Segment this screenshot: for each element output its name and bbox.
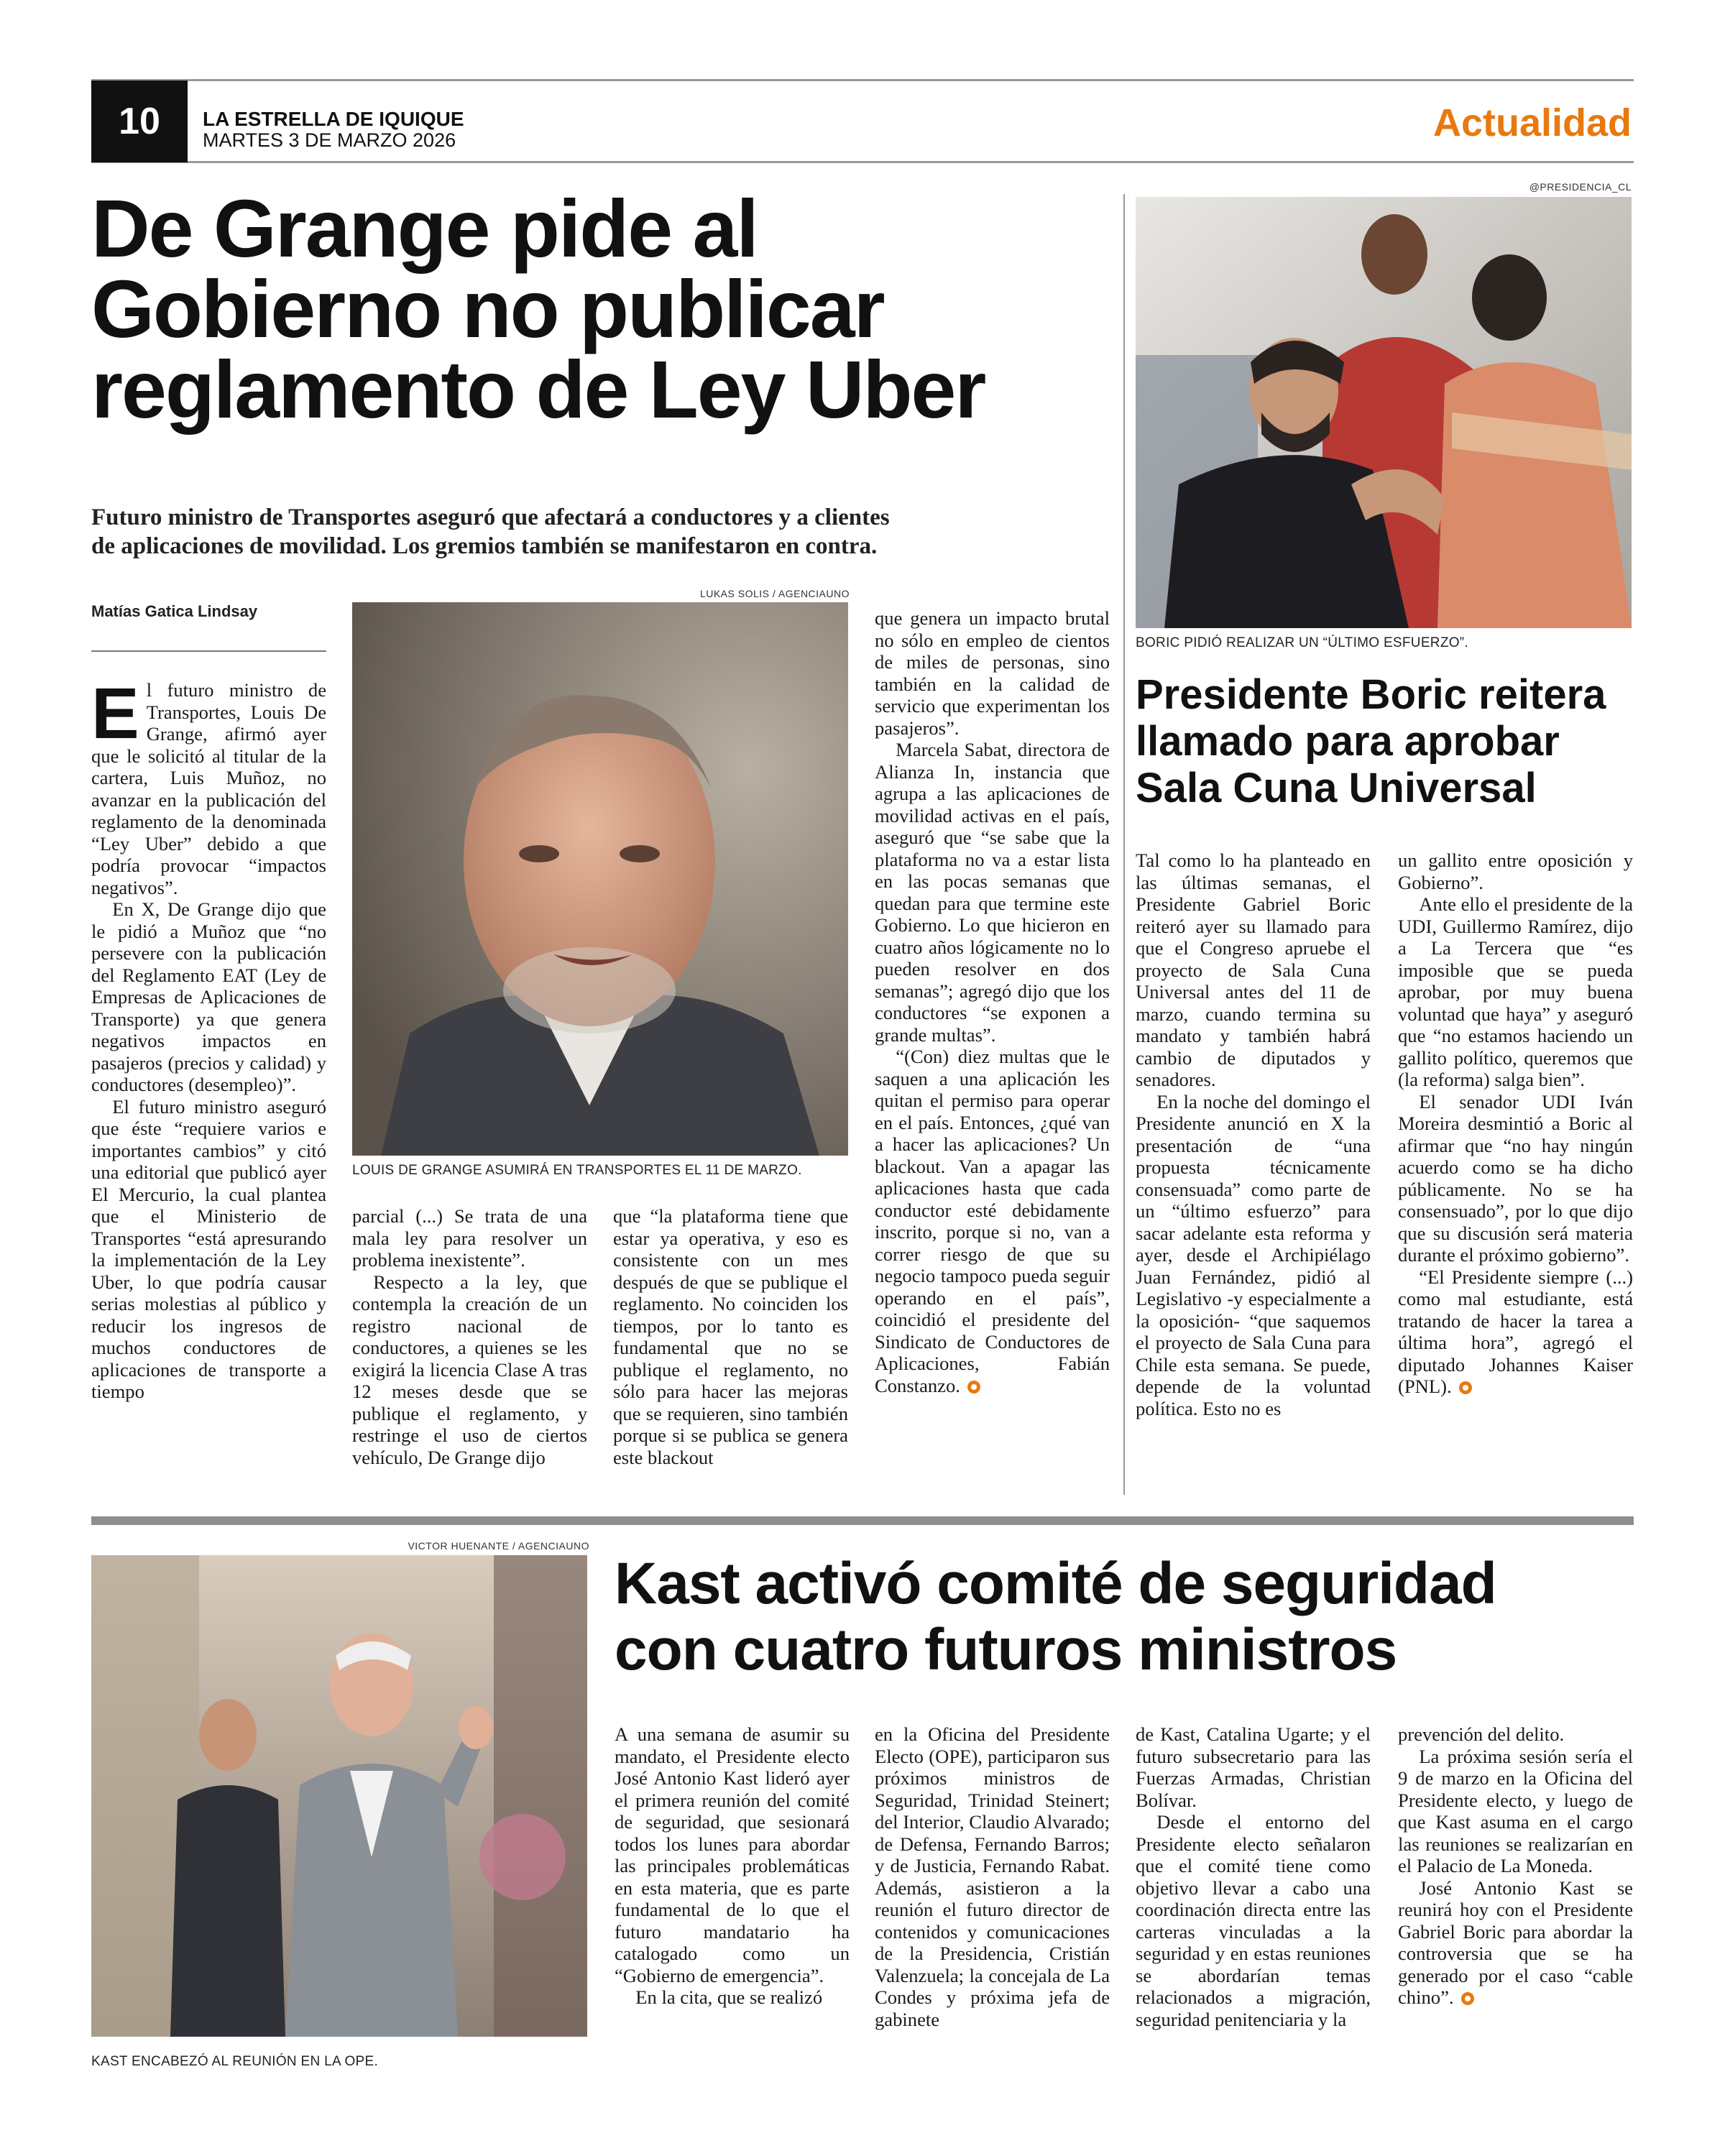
vaccination-scene-image: [1136, 197, 1632, 628]
kast-photo-credit: VICTOR HUENANTE / AGENCIAUNO: [408, 1540, 589, 1552]
kast-photo-caption: KAST ENCABEZÓ AL REUNIÓN EN LA OPE.: [91, 2054, 379, 2069]
main-col-3: [613, 1205, 848, 1468]
paragraph-text: “(Con) diez multas que le saquen a una aplicación les quitan el permiso para operar en el país. Entonces, ¿qué van a hacer las aplicaciones? Un blackout. Van a apagar las aplicaciones hasta que cada conductor esté debidamente inscrito, porque si no, van a correr riesgo de que su negocio tampoco pueda seguir operando en el país”, coincidió el presidente del Sindicato de Conductores de Aplicaciones, Fabián Constanzo.: [875, 1046, 1110, 1396]
kast-col-2: [875, 1723, 1110, 2030]
section-label: Actualidad: [1432, 101, 1632, 144]
main-photo-credit: LUKAS SOLIS / AGENCIAUNO: [699, 588, 850, 599]
publication-name: LA ESTRELLA DE IQUIQUE: [203, 108, 464, 130]
kast-col-1-para: A una semana de asumir su mandato, el Presidente electo José Antonio Kast lideró ayer el primera reunión del comité de seguridad, que sesionará todos los lunes para abordar las principales problemáticas en esta materia, que es parte fundamental de lo que el futuro mandatario ha catalogado como un “Gobierno de emergencia”.: [615, 1723, 850, 1986]
boric-headline: [1136, 671, 1639, 811]
main-col-4-para: Marcela Sabat, directora de Alianza In, instancia que agrupa a las aplicaciones de movilidad activas en el país, aseguró que “se sabe que la plataforma no va a estar lista en las pocas semanas que quedan para que termine este Gobierno. Lo que hicieron en cuatro años lógicamente no lo pueden resolver en dos semanas”; agregó dijo que los conductores “se exponen a grande multas”.: [875, 739, 1110, 1046]
boric-col-2: [1398, 849, 1633, 1398]
main-subhead: [91, 503, 1133, 561]
boric-col-2-para: un gallito entre oposición y Gobierno”.: [1398, 849, 1633, 893]
portrait-man-image: [352, 602, 848, 1156]
main-col-2-para: Respecto a la ley, que contempla la creación de un registro nacional de conductores, a quienes se les exigirá la licencia Clase A tras 12 meses desde que se publique el reglamento, y restringe el uso de ciertos vehículo, De Grange dijo: [352, 1271, 587, 1468]
main-byline: Matías Gatica Lindsay: [91, 602, 258, 620]
kast-headline-line: con cuatro futuros ministros: [615, 1617, 1397, 1682]
boric-col-2-para: Ante ello el presidente de la UDI, Guillermo Ramírez, dijo a La Tercera que “es imposible que se pueda aprobar, por muy buena voluntad que haya” y aseguró que “no estamos haciendo un gallito político, queremos que (la reforma) salga bien”.: [1398, 893, 1633, 1090]
kast-col-1: [615, 1723, 850, 2009]
main-col-1-para: [91, 673, 326, 898]
boric-col-2-para: El senador UDI Iván Moreira desmintió a Boric al afirmar que “no hay ningún acuerdo como se ha dicho públicamente. No se ha consensuado”, por lo que dijo que su discusión será materia durante el próximo gobierno”.: [1398, 1090, 1633, 1266]
main-photo-caption: LOUIS DE GRANGE ASUMIRÁ EN TRANSPORTES EL 11 DE MARZO.: [352, 1163, 802, 1178]
paragraph-text: l futuro ministro de Transportes, Louis De Grange, afirmó ayer que le solicitó al titular de la cartera, Luis Muñoz, no avanzar en la publicación del reglamento de la denominada “Ley Uber” debido a que podría provocar “impactos negativos”.: [91, 679, 326, 898]
boric-col-1-para: En la noche del domingo el Presidente anunció en X la presentación de “una propuesta técnicamente consensuada” como parte de un “último esfuerzo” para sacar adelante esta reforma y ayer, desde el Archipiélago Juan Fernández, pidió al Legislativo -y especialmente a la oposición- “que saquemos el proyecto de Sala Cuna para Chile esta semana. Se puede, depende de la voluntad política. Esto no es: [1136, 1090, 1371, 1419]
kast-col-2-para: en la Oficina del Presidente Electo (OPE), participaron sus próximos ministros de Seguridad, Trinidad Steinert; del Interior, Claudio Alvarado; de Defensa, Fernando Barros; y de Justicia, Fernando Rabat. Además, asistieron a la reunión el futuro director de contenidos y comunicaciones de la Presidencia, Cristián Valenzuela; la concejala de La Condes y próxima jefa de gabinete: [875, 1723, 1110, 2030]
boric-col-1-para: Tal como lo ha planteado en las últimas semanas, el Presidente Gabriel Boric reiteró ayer su llamado para que el Congreso apruebe el proyecto de Sala Cuna Universal antes del 11 de marzo, cuando termina su mandato y también habrá cambio de diputados y senadores.: [1136, 849, 1371, 1090]
end-mark-icon: [1461, 1992, 1474, 2005]
byline-rule: [91, 650, 326, 652]
kast-col-4-para: [1398, 1877, 1633, 2009]
drop-cap: E: [91, 673, 139, 754]
kast-headline: [615, 1551, 1635, 1683]
boric-photo-caption: BORIC PIDIÓ REALIZAR UN “ÚLTIMO ESFUERZO”.: [1136, 635, 1469, 650]
main-col-4: [875, 607, 1110, 1396]
boric-photo: [1136, 197, 1632, 628]
kast-meeting-image: [91, 1555, 587, 2037]
main-photo: [352, 602, 848, 1156]
main-col-2: [352, 1205, 587, 1468]
kast-col-1-para: En la cita, que se realizó: [635, 1986, 823, 2008]
main-headline-line: De Grange pide al: [91, 183, 758, 274]
header-bottom-rule: [91, 161, 1634, 163]
page-number: 10: [91, 80, 188, 162]
boric-headline-line: Presidente Boric reitera: [1136, 671, 1606, 718]
boric-headline-line: Sala Cuna Universal: [1136, 765, 1537, 811]
main-col-1-para: En X, De Grange dijo que le pidió a Muñoz que “no persevere con la publicación del Reglamento EAT (Ley de Empresas de Aplicaciones de Transporte) ya que genera negativos impactos en pasajeros (precios y calidad) y conductores (desempleo)”.: [91, 898, 326, 1095]
end-mark-icon: [967, 1381, 980, 1393]
end-mark-icon: [1459, 1381, 1472, 1394]
kast-col-4-para: prevención del delito.: [1398, 1723, 1565, 1745]
main-headline-line: Gobierno no publicar: [91, 264, 884, 354]
kast-photo: [91, 1555, 587, 2037]
boric-col-2-para: [1398, 1266, 1633, 1398]
column-divider: [1123, 194, 1125, 1495]
kast-col-3-para: de Kast, Catalina Ugarte; y el futuro subsecretario para las Fuerzas Armadas, Christian Bolívar.: [1136, 1723, 1371, 1811]
paragraph-text: “El Presidente siempre (...) como mal estudiante, está tratando de hacer la tarea a última hora”, agregó el diputado Johannes Kaiser (PNL).: [1398, 1266, 1633, 1397]
main-col-1: [91, 673, 326, 1403]
kast-col-4-para: La próxima sesión sería el 9 de marzo en la Oficina del Presidente electo, y luego de que Kast asuma en el cargo las reuniones se realizarían en el Palacio de La Moneda.: [1398, 1745, 1633, 1876]
publication-date: MARTES 3 DE MARZO 2026: [203, 129, 456, 151]
boric-headline-line: llamado para aprobar: [1136, 718, 1560, 765]
main-headline-line: reglamento de Ley Uber: [91, 344, 985, 435]
kast-col-3-para: Desde el entorno del Presidente electo señalaron que el comité tiene como objetivo llevar a cabo una coordinación directa entre las carteras vinculadas a la seguridad y en estas reuniones se abordarían temas relacionados a migración, seguridad penitenciaria y la: [1136, 1811, 1371, 2030]
kast-headline-line: Kast activó comité de seguridad: [615, 1551, 1496, 1616]
boric-col-1: [1136, 849, 1371, 1419]
main-headline: [91, 183, 1112, 435]
header-top-rule: [91, 79, 1634, 81]
main-col-2-para: parcial (...) Se trata de una mala ley para resolver un problema inexistente”.: [352, 1205, 587, 1271]
main-col-1-para: El futuro ministro aseguró que éste “requiere varios e importantes cambios” y citó una editorial que publicó ayer El Mercurio, la cual plantea que el Ministerio de Transportes “está apresurando la implementación de la Ley Uber, lo que podría causar serias molestias al público y reducir los ingresos de muchos conductores de aplicaciones de transporte a tiempo: [91, 1095, 326, 1402]
main-col-4-para: [875, 1046, 1110, 1396]
boric-photo-credit: @PRESIDENCIA_CL: [1529, 181, 1632, 193]
main-col-3-para: que “la plataforma tiene que estar ya operativa, y eso es consistente con un mes después de que se publique el reglamento. No coinciden los tiempos, por lo tanto es fundamental que no se publique el reglamento, no sólo para hacer las mejoras que se requieren, sino también porque si se publica se genera este blackout: [613, 1205, 848, 1468]
main-subhead-line: Futuro ministro de Transportes aseguró que afectará a conductores y a clientes: [91, 505, 890, 530]
kast-col-4: [1398, 1723, 1633, 2009]
paragraph-text: José Antonio Kast se reunirá hoy con el Presidente Gabriel Boric para abordar la controversia que se ha generado por el caso “cable chino”.: [1398, 1876, 1633, 2008]
main-col-4-para: que genera un impacto brutal no sólo en empleo de cientos de miles de personas, sino también en la calidad de servicio que experimentan los pasajeros”.: [875, 607, 1110, 739]
section-rule: [91, 1516, 1634, 1525]
kast-col-3: [1136, 1723, 1371, 2030]
main-subhead-line: de aplicaciones de movilidad. Los gremios también se manifestaron en contra.: [91, 533, 878, 559]
